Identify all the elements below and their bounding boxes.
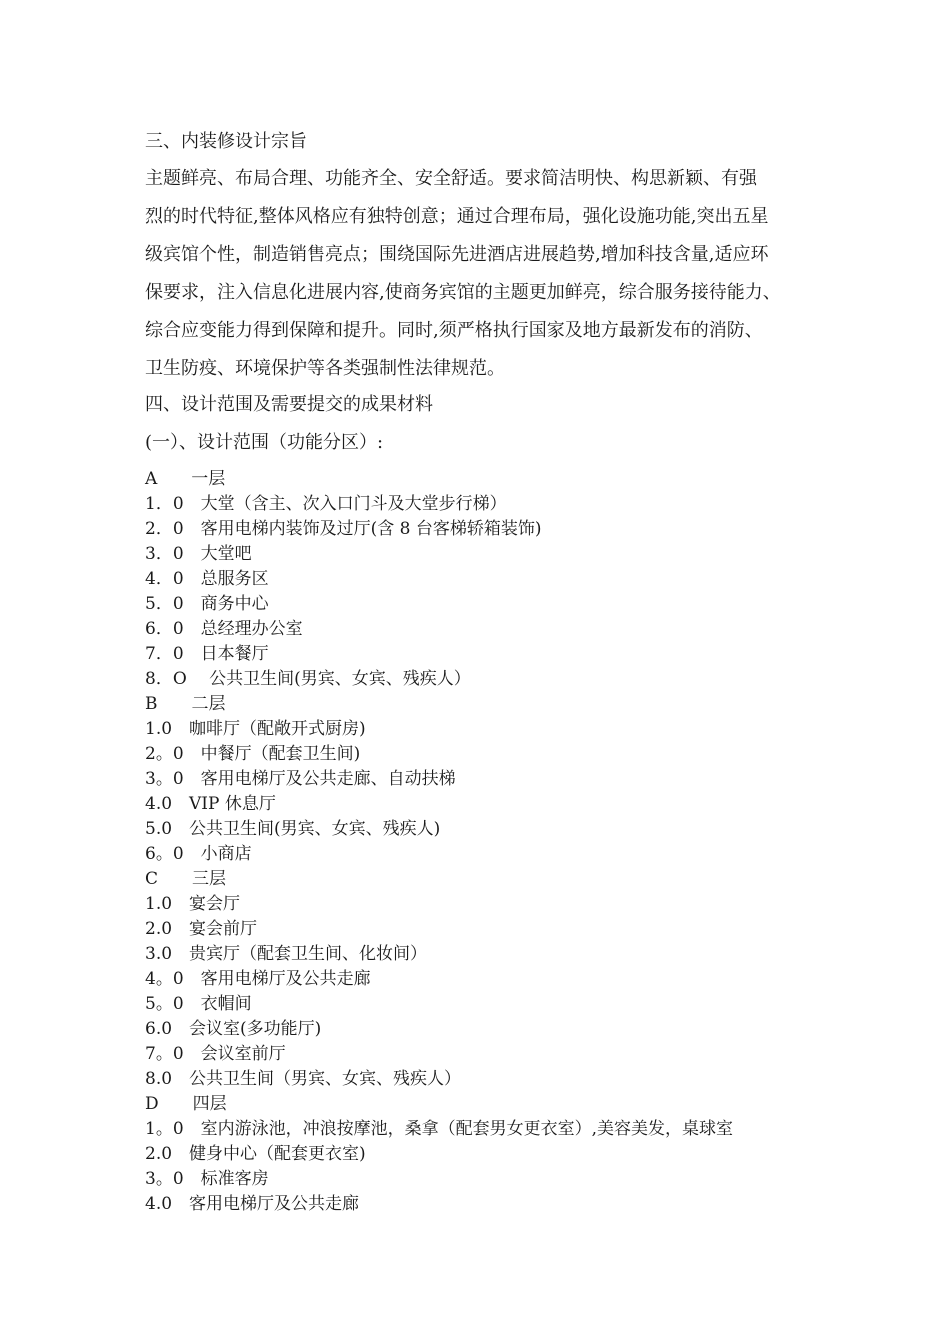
list-item: 2.0 宴会前厅 — [145, 919, 258, 939]
list-item: C 三层 — [145, 869, 227, 889]
paragraph-line: 卫生防疫、环境保护等各类强制性法律规范。 — [145, 358, 505, 379]
list-item: 1．0 大堂（含主、次入口门斗及大堂步行梯） — [145, 494, 507, 514]
paragraph-line: 保要求，注入信息化进展内容,使商务宾馆的主题更加鲜亮，综合服务接待能力、 — [145, 282, 781, 303]
list-item: 2．0 客用电梯内装饰及过厅(含 8 台客梯轿箱装饰) — [145, 519, 542, 539]
list-item: 1.0 宴会厅 — [145, 894, 241, 914]
list-item: 1。0 室内游泳池，冲浪按摩池，桑拿（配套男女更衣室）,美容美发，桌球室 — [145, 1119, 734, 1139]
list-item: 4.0 VIP 休息厅 — [145, 794, 276, 814]
list-item: 8．O 公共卫生间(男宾、女宾、残疾人） — [145, 669, 471, 689]
list-item: D 四层 — [145, 1094, 227, 1114]
list-item: 7。0 会议室前厅 — [145, 1044, 286, 1064]
list-item: 3．0 大堂吧 — [145, 544, 252, 564]
list-item: 6.0 会议室(多功能厅) — [145, 1019, 322, 1039]
subsection-heading: (一）、设计范围（功能分区）: — [145, 432, 384, 453]
list-item: 4．0 总服务区 — [145, 569, 269, 589]
section-heading-3: 三、内装修设计宗旨 — [145, 131, 307, 152]
list-item: 5.0 公共卫生间(男宾、女宾、残疾人) — [145, 819, 441, 839]
list-item: 2。0 中餐厅（配套卫生间) — [145, 744, 361, 764]
list-item: 6．0 总经理办公室 — [145, 619, 303, 639]
paragraph-line: 综合应变能力得到保障和提升。同时,须严格执行国家及地方最新发布的消防、 — [145, 320, 763, 341]
paragraph-line: 级宾馆个性，制造销售亮点；围绕国际先进酒店进展趋势,增加科技含量,适应环 — [145, 244, 769, 265]
list-item: A 一层 — [145, 469, 226, 489]
list-item: 7．0 日本餐厅 — [145, 644, 269, 664]
list-item: 5．0 商务中心 — [145, 594, 269, 614]
list-item: 8.0 公共卫生间（男宾、女宾、残疾人） — [145, 1069, 462, 1089]
list-item: 4。0 客用电梯厅及公共走廊 — [145, 969, 371, 989]
list-item: 3。0 标准客房 — [145, 1169, 269, 1189]
list-item: 3.0 贵宾厅（配套卫生间、化妆间） — [145, 944, 428, 964]
list-item: 2.0 健身中心（配套更衣室) — [145, 1144, 366, 1164]
section-heading-4: 四、设计范围及需要提交的成果材料 — [145, 394, 433, 415]
list-item: 5。0 衣帽间 — [145, 994, 252, 1014]
list-item: 4.0 客用电梯厅及公共走廊 — [145, 1194, 360, 1214]
list-item: B 二层 — [145, 694, 226, 714]
list-item: 3。0 客用电梯厅及公共走廊、自动扶梯 — [145, 769, 456, 789]
paragraph-line: 主题鲜亮、布局合理、功能齐全、安全舒适。要求简洁明快、构思新颖、有强 — [145, 168, 757, 189]
list-item: 6。0 小商店 — [145, 844, 252, 864]
list-item: 1.0 咖啡厅（配敞开式厨房) — [145, 719, 366, 739]
paragraph-line: 烈的时代特征,整体风格应有独特创意；通过合理布局，强化设施功能,突出五星 — [145, 206, 769, 227]
